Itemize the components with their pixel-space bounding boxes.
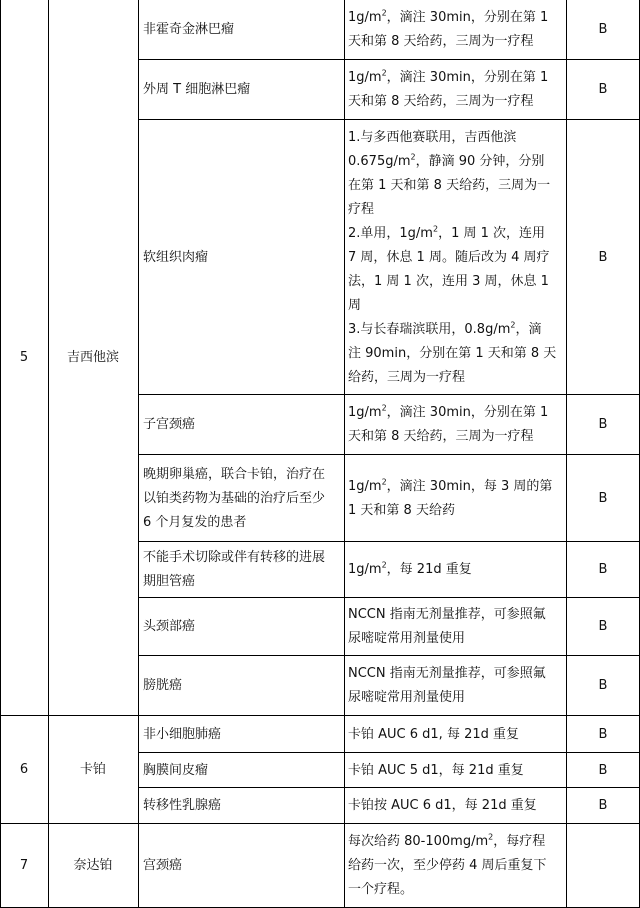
table-border	[138, 655, 640, 656]
cell-text: 卡铂	[79, 762, 106, 777]
drug-name	[48, 0, 138, 716]
cell-text: B	[598, 762, 608, 778]
grade-cell	[566, 120, 640, 395]
cell-text: 3.与长春瑞滨联用，0.8g/m	[348, 321, 511, 337]
cell-text: 非小细胞肺癌	[143, 726, 222, 742]
table-border	[138, 119, 640, 120]
dosage-cell	[344, 120, 566, 395]
superscript: 2	[410, 152, 416, 162]
cell-text: 宫颈癌	[143, 858, 183, 873]
cell-text: 0.675g/m	[348, 153, 411, 169]
table-border	[48, 0, 49, 908]
cell-text: ，滴注 30min，分别在第 1 天和第 8 天给药，三周为一疗程	[348, 405, 549, 444]
disease-cell	[138, 824, 344, 908]
dosage-cell	[344, 753, 566, 788]
disease-cell	[138, 656, 344, 716]
table-border	[0, 823, 640, 824]
dosage-text	[348, 830, 547, 902]
cell-text: 卡铂 AUC 5 d1，每 21d 重复	[348, 762, 524, 778]
dosage-line	[348, 246, 556, 270]
grade-cell	[566, 788, 640, 824]
cell-text: ，滴注 30min，每 3 周的第 1 天和第 8 天给药	[348, 478, 553, 518]
cell-text: 外周 T 细胞淋巴瘤	[143, 82, 251, 97]
dosage-line	[348, 294, 556, 318]
dosage-text	[348, 475, 552, 523]
disease-cell	[138, 60, 344, 120]
dosage-line	[348, 222, 556, 246]
dosage-cell	[344, 824, 566, 908]
grade-cell	[566, 824, 640, 908]
cell-text: B	[598, 490, 608, 506]
cell-text: 注 90min，分别在第 1 天和第 8 天	[348, 345, 557, 361]
cell-text: 1g/m	[348, 562, 382, 577]
grade-cell	[566, 753, 640, 788]
disease-cell	[138, 716, 344, 753]
cell-text: ，静滴 90 分钟，分别	[415, 153, 545, 169]
cell-text: 膀胱癌	[143, 678, 183, 693]
table-border	[138, 597, 640, 598]
cell-text: 奈达铂	[73, 858, 113, 873]
dosage-text	[348, 794, 537, 818]
cell-text: 卡铂按 AUC 6 d1，每 21d 重复	[348, 798, 537, 813]
dosage-line	[348, 198, 556, 222]
cell-text: ，滴注 30min，分别在第 1 天和第 8 天给药，三周为一疗程	[348, 70, 549, 109]
dosage-text	[348, 126, 556, 390]
dosage-cell	[344, 788, 566, 824]
dosage-line	[348, 150, 556, 174]
cell-text: 转移性乳腺癌	[143, 798, 222, 813]
cell-text: B	[598, 249, 608, 265]
superscript: 2	[488, 832, 494, 842]
dosage-text	[348, 6, 548, 54]
cell-text: 7	[19, 858, 29, 873]
drug-name	[48, 824, 138, 908]
dosage-text	[348, 401, 548, 449]
table-border	[138, 752, 640, 753]
cell-text: 头颈部癌	[143, 619, 196, 634]
cell-text: 2.单用，1g/m	[348, 225, 433, 241]
grade-cell	[566, 656, 640, 716]
disease-cell	[138, 753, 344, 788]
table-border	[0, 0, 1, 908]
cell-text: 每次给药 80-100mg/m	[348, 834, 489, 849]
cell-text: ，每疗程 给药一次，至少停药 4 周后重复下 一个疗程。	[348, 834, 547, 897]
drug-name	[48, 716, 138, 824]
superscript: 2	[381, 403, 387, 413]
cell-text: B	[598, 562, 608, 577]
cell-text: ，滴	[515, 321, 542, 337]
grade-cell	[566, 0, 640, 60]
cell-text: 周	[348, 297, 362, 313]
superscript: 2	[381, 8, 387, 18]
dosage-cell	[344, 0, 566, 60]
dosage-text	[348, 662, 546, 710]
cell-text: B	[598, 82, 608, 97]
disease-cell	[138, 542, 344, 598]
cell-text: B	[598, 798, 608, 813]
dosage-cell	[344, 455, 566, 542]
dosage-line	[348, 342, 556, 366]
dosage-line	[348, 366, 556, 390]
cell-text: B	[598, 619, 608, 634]
disease-cell	[138, 0, 344, 60]
table-border	[138, 541, 640, 542]
cell-text: B	[598, 22, 608, 37]
table-border	[138, 454, 640, 455]
dosage-text	[348, 558, 472, 582]
cell-text: 软组织肉瘤	[143, 249, 209, 265]
disease-cell	[138, 120, 344, 395]
cell-text: 疗程	[348, 201, 375, 217]
cell-text: 1g/m	[348, 478, 382, 494]
grade-cell	[566, 455, 640, 542]
cell-text: 1g/m	[348, 70, 382, 85]
cell-text: ，1 周 1 次，连用	[438, 225, 546, 241]
cell-text: 子宫颈癌	[143, 417, 196, 432]
dosage-cell	[344, 656, 566, 716]
dosage-text	[348, 603, 546, 651]
grade-cell	[566, 716, 640, 753]
grade-cell	[566, 598, 640, 656]
cell-text: 晚期卵巢癌，联合卡铂，治疗在 以铂类药物为基础的治疗后至少 6 个月复发的患者	[143, 466, 326, 530]
table-border	[138, 787, 640, 788]
dosage-line	[348, 126, 556, 150]
superscript: 2	[381, 68, 387, 78]
disease-cell	[138, 598, 344, 656]
cell-text: 7 周，休息 1 周。随后改为 4 周疗	[348, 249, 550, 265]
cell-text: 1g/m	[348, 405, 382, 420]
cell-text: 在第 1 天和第 8 天给药，三周为一	[348, 177, 551, 193]
dosage-text	[348, 66, 548, 114]
dosage-text	[348, 759, 524, 783]
table-border	[138, 394, 640, 395]
cell-text: 胸膜间皮瘤	[143, 762, 209, 778]
dosage-cell	[344, 598, 566, 656]
dosage-cell	[344, 395, 566, 455]
grade-cell	[566, 395, 640, 455]
cell-text: ，每 21d 重复	[386, 562, 472, 577]
cell-text: B	[598, 417, 608, 432]
dosage-line	[348, 270, 556, 294]
superscript: 2	[432, 224, 439, 234]
grade-cell	[566, 542, 640, 598]
dosage-cell	[344, 542, 566, 598]
cell-text: 5	[19, 350, 29, 365]
cell-text: 不能手术切除或伴有转移的进展 期胆管癌	[143, 550, 326, 589]
dosage-line	[348, 174, 556, 198]
disease-cell	[138, 455, 344, 542]
disease-cell	[138, 395, 344, 455]
cell-text: 法，1 周 1 次，连用 3 周，休息 1	[348, 273, 549, 289]
cell-text: B	[598, 726, 608, 742]
dosage-line	[348, 318, 556, 342]
cell-text: 吉西他滨	[66, 350, 119, 365]
group-number	[0, 0, 48, 716]
table-border	[0, 715, 640, 716]
table-border	[138, 59, 640, 60]
cell-text: 1.与多西他赛联用，吉西他滨	[348, 129, 517, 145]
grade-cell	[566, 60, 640, 120]
cell-text: 给药，三周为一疗程	[348, 369, 466, 385]
cell-text: 卡铂 AUC 6 d1, 每 21d 重复	[348, 726, 519, 742]
group-number	[0, 824, 48, 908]
group-number	[0, 716, 48, 824]
dosage-cell	[344, 716, 566, 753]
cell-text: 1g/m	[348, 10, 382, 25]
cell-text: ，滴注 30min，分别在第 1 天和第 8 天给药，三周为一疗程	[348, 10, 549, 49]
superscript: 2	[510, 320, 516, 330]
dosage-cell	[344, 60, 566, 120]
superscript: 2	[381, 560, 387, 570]
cell-text: B	[598, 678, 608, 693]
cell-text: NCCN 指南无剂量推荐，可参照氟 尿嘧啶常用剂量使用	[348, 666, 546, 705]
disease-cell	[138, 788, 344, 824]
superscript: 2	[381, 477, 387, 487]
dosage-text	[348, 723, 519, 747]
cell-text: NCCN 指南无剂量推荐，可参照氟 尿嘧啶常用剂量使用	[348, 607, 546, 646]
cell-text: 6	[19, 762, 29, 777]
cell-text: 非霍奇金淋巴瘤	[143, 22, 235, 37]
